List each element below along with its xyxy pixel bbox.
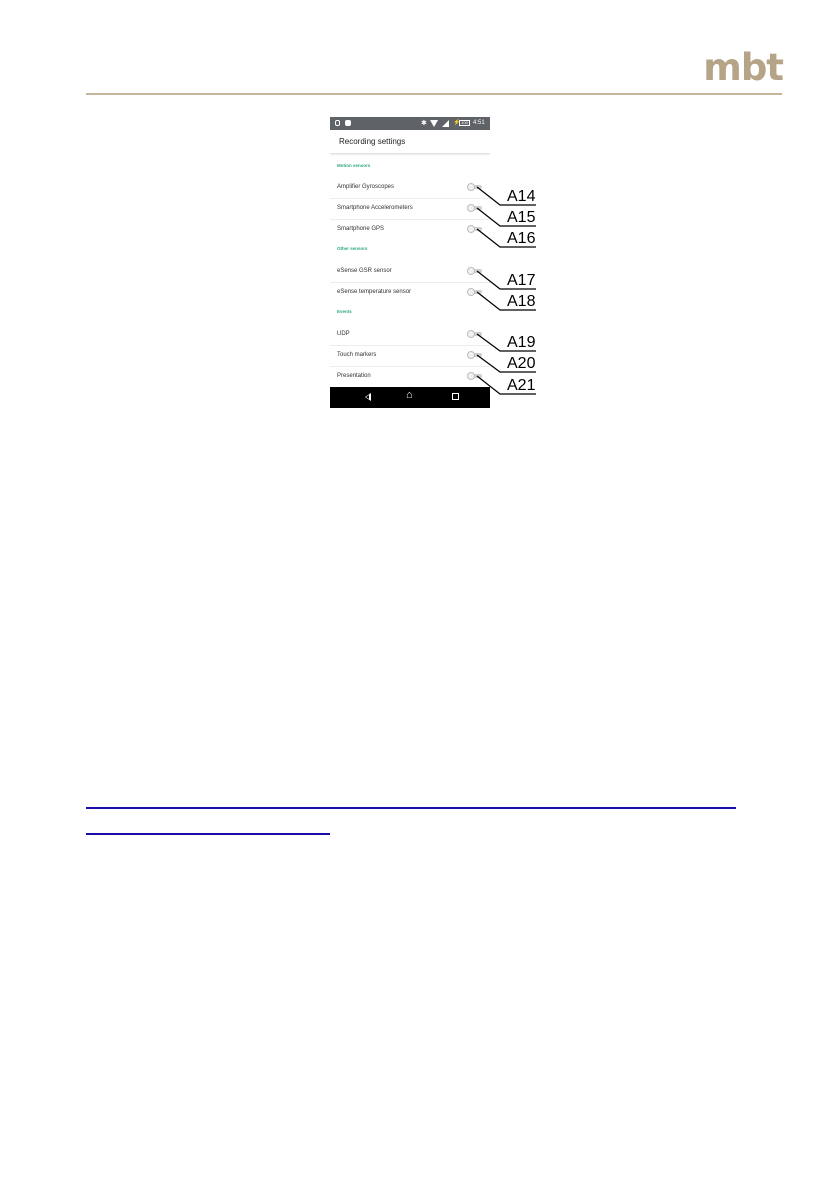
row-divider	[330, 366, 490, 367]
setting-row-esense-gsr-sensor[interactable]	[330, 267, 490, 287]
callout-label: A16	[507, 230, 536, 247]
setting-label: Touch markers	[337, 352, 377, 358]
toggle-switch[interactable]	[467, 351, 483, 359]
setting-label: Smartphone Accelerometers	[337, 205, 413, 211]
callout-label: A14	[507, 188, 536, 205]
battery-icon: 100	[459, 120, 470, 126]
home-icon[interactable]: ⌂	[406, 389, 413, 401]
bluetooth-icon: ✱	[421, 120, 427, 127]
callout-label: A18	[507, 293, 536, 310]
signal-icon	[442, 120, 449, 127]
setting-label: eSense GSR sensor	[337, 268, 392, 274]
callout-label: A15	[507, 209, 536, 226]
setting-label: Amplifier Gyroscopes	[337, 184, 395, 190]
row-divider	[330, 345, 490, 346]
section-header-other-sensors: Other sensors	[337, 246, 368, 251]
charging-icon: ⚡	[453, 120, 461, 126]
toggle-switch[interactable]	[467, 183, 483, 191]
toggle-switch[interactable]	[467, 330, 483, 338]
status-time: 4:51	[473, 120, 485, 126]
row-divider	[330, 219, 490, 220]
setting-label: eSense temperature sensor	[337, 289, 412, 295]
callout-label: A17	[507, 272, 536, 289]
setting-row-touch-markers[interactable]	[330, 351, 490, 371]
toggle-switch[interactable]	[467, 225, 483, 233]
mbt-logo: mbt	[703, 46, 783, 89]
setting-label: Presentation	[337, 373, 371, 379]
setting-row-esense-temperature-sensor[interactable]	[330, 288, 490, 308]
callout-label: A20	[507, 355, 536, 372]
toggle-switch[interactable]	[467, 372, 483, 380]
back-icon[interactable]	[365, 393, 371, 401]
setting-row-udp[interactable]	[330, 330, 490, 350]
navigation-bar	[330, 387, 490, 408]
hyperlink-underline[interactable]	[86, 833, 330, 835]
row-divider	[330, 198, 490, 199]
notification-icon	[335, 120, 340, 126]
section-header-events: Events	[337, 309, 352, 314]
setting-row-smartphone-accelerometers[interactable]	[330, 204, 490, 224]
setting-row-amplifier-gyroscopes[interactable]	[330, 183, 490, 203]
setting-label: Smartphone GPS	[337, 226, 385, 232]
setting-label: UDP	[337, 331, 350, 337]
app-bar	[330, 130, 490, 154]
hyperlink-underline[interactable]	[86, 807, 736, 809]
phone-screenshot	[330, 117, 490, 408]
header-divider	[86, 93, 782, 95]
callout-label: A21	[507, 377, 536, 394]
toggle-switch[interactable]	[467, 288, 483, 296]
row-divider	[330, 282, 490, 283]
setting-row-smartphone-gps[interactable]	[330, 225, 490, 245]
status-bar	[330, 117, 490, 130]
toggle-switch[interactable]	[467, 267, 483, 275]
recent-apps-icon[interactable]	[452, 393, 459, 400]
wifi-icon	[430, 120, 438, 127]
callout-label: A19	[507, 334, 536, 351]
page-title: Recording settings	[339, 137, 406, 146]
app-notification-icon	[345, 120, 351, 126]
section-header-motion-sensors: Motion sensors	[337, 163, 371, 168]
toggle-switch[interactable]	[467, 204, 483, 212]
